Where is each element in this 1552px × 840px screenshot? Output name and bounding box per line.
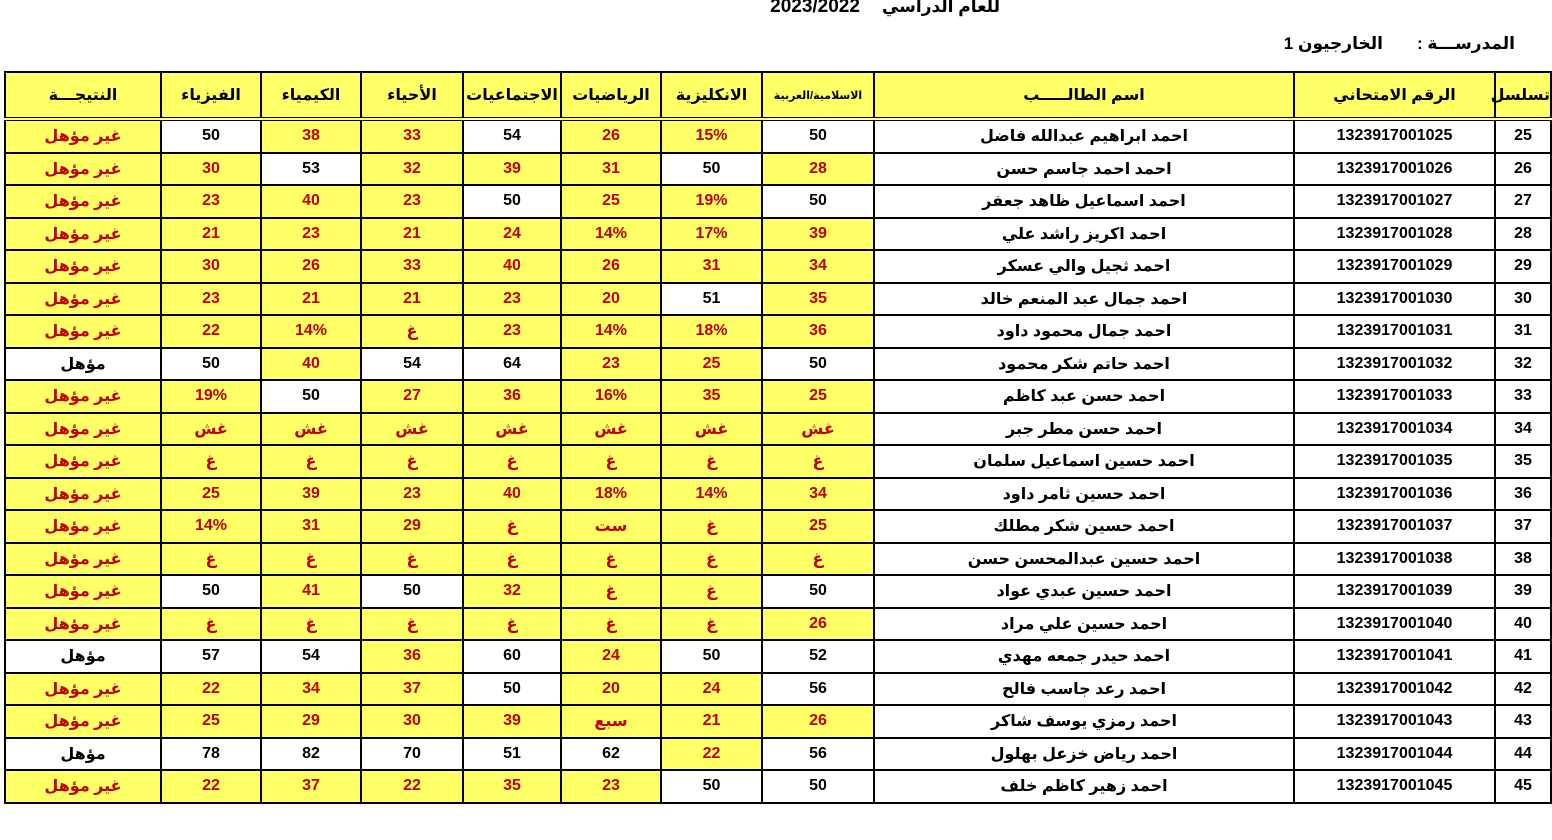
cell-social: 64 — [463, 348, 561, 381]
cell-seq: 32 — [1495, 348, 1551, 381]
table-row — [5, 315, 1551, 348]
cell-chemistry: 40 — [261, 185, 361, 218]
cell-exam: 1323917001044 — [1294, 738, 1495, 771]
table-row — [5, 413, 1551, 446]
table-row — [5, 185, 1551, 218]
cell-seq: 42 — [1495, 673, 1551, 706]
cell-islamic: غش — [762, 413, 874, 446]
table-row — [5, 543, 1551, 576]
cell-islamic: 25 — [762, 380, 874, 413]
cell-exam: 1323917001027 — [1294, 185, 1495, 218]
table-row — [5, 575, 1551, 608]
cell-physics: 19% — [161, 380, 261, 413]
table-row — [5, 348, 1551, 381]
cell-biology: 33 — [361, 119, 463, 153]
cell-name: احمد جمال محمود داود — [874, 315, 1294, 348]
cell-math: 20 — [561, 673, 661, 706]
cell-social: 60 — [463, 640, 561, 673]
cell-islamic: 56 — [762, 738, 874, 771]
cell-math: 23 — [561, 348, 661, 381]
cell-seq: 33 — [1495, 380, 1551, 413]
cell-english: 15% — [661, 119, 762, 153]
cell-exam: 1323917001025 — [1294, 119, 1495, 153]
cell-result: مؤهل — [5, 738, 161, 771]
cell-physics: 23 — [161, 283, 261, 316]
cell-name: احمد حسين اسماعيل سلمان — [874, 445, 1294, 478]
cell-english: 51 — [661, 283, 762, 316]
cell-islamic: 28 — [762, 153, 874, 186]
cell-math: 62 — [561, 738, 661, 771]
cell-english: 35 — [661, 380, 762, 413]
table-row — [5, 673, 1551, 706]
cell-result: غير مؤهل — [5, 218, 161, 251]
cell-biology: غش — [361, 413, 463, 446]
cell-result: غير مؤهل — [5, 608, 161, 641]
cell-name: احمد حاتم شكر محمود — [874, 348, 1294, 381]
cell-social: 24 — [463, 218, 561, 251]
cell-exam: 1323917001045 — [1294, 770, 1495, 803]
cell-physics: 50 — [161, 575, 261, 608]
cell-physics: 57 — [161, 640, 261, 673]
cell-physics: غ — [161, 543, 261, 576]
cell-name: احمد جمال عبد المنعم خالد — [874, 283, 1294, 316]
cell-islamic: غ — [762, 543, 874, 576]
cell-result: غير مؤهل — [5, 185, 161, 218]
table-body — [5, 119, 1551, 803]
cell-social: 23 — [463, 315, 561, 348]
cell-exam: 1323917001039 — [1294, 575, 1495, 608]
cell-result: غير مؤهل — [5, 445, 161, 478]
cell-math: ست — [561, 510, 661, 543]
cell-chemistry: 34 — [261, 673, 361, 706]
cell-result: غير مؤهل — [5, 543, 161, 576]
cell-name: احمد احمد جاسم حسن — [874, 153, 1294, 186]
th-biology: الأحياء — [361, 72, 463, 119]
cell-name: احمد حسين ثامر داود — [874, 478, 1294, 511]
cell-islamic: 36 — [762, 315, 874, 348]
cell-result: غير مؤهل — [5, 380, 161, 413]
cell-math: 18% — [561, 478, 661, 511]
cell-english: غ — [661, 445, 762, 478]
cell-physics: 50 — [161, 348, 261, 381]
cell-math: غش — [561, 413, 661, 446]
cell-exam: 1323917001029 — [1294, 250, 1495, 283]
cell-islamic: 34 — [762, 250, 874, 283]
cell-physics: غش — [161, 413, 261, 446]
table-row — [5, 608, 1551, 641]
cell-islamic: 34 — [762, 478, 874, 511]
cell-result: غير مؤهل — [5, 575, 161, 608]
cell-social: 32 — [463, 575, 561, 608]
cell-biology: 21 — [361, 218, 463, 251]
cell-result: غير مؤهل — [5, 673, 161, 706]
table-row — [5, 250, 1551, 283]
cell-english: غ — [661, 575, 762, 608]
cell-english: 50 — [661, 770, 762, 803]
th-social: الاجتماعيات — [463, 72, 561, 119]
cell-english: 50 — [661, 153, 762, 186]
cell-islamic: 50 — [762, 185, 874, 218]
cell-islamic: 26 — [762, 608, 874, 641]
cell-islamic: 25 — [762, 510, 874, 543]
table-row — [5, 283, 1551, 316]
cell-math: غ — [561, 575, 661, 608]
cell-math: 16% — [561, 380, 661, 413]
table-row — [5, 119, 1551, 153]
academic-year-label: للعام الدراسي — [881, 0, 1000, 16]
cell-physics: 78 — [161, 738, 261, 771]
cell-islamic: غ — [762, 445, 874, 478]
cell-biology: 32 — [361, 153, 463, 186]
cell-exam: 1323917001033 — [1294, 380, 1495, 413]
cell-name: احمد اكريز راشد علي — [874, 218, 1294, 251]
cell-name: احمد زهير كاظم خلف — [874, 770, 1294, 803]
cell-seq: 43 — [1495, 705, 1551, 738]
cell-social: 35 — [463, 770, 561, 803]
table-row — [5, 738, 1551, 771]
cell-seq: 27 — [1495, 185, 1551, 218]
th-english: الانكليزية — [661, 72, 762, 119]
table-row — [5, 770, 1551, 803]
cell-result: غير مؤهل — [5, 250, 161, 283]
cell-exam: 1323917001034 — [1294, 413, 1495, 446]
cell-math: 14% — [561, 315, 661, 348]
cell-social: 40 — [463, 250, 561, 283]
cell-islamic: 39 — [762, 218, 874, 251]
cell-chemistry: 14% — [261, 315, 361, 348]
table-row — [5, 478, 1551, 511]
cell-seq: 26 — [1495, 153, 1551, 186]
cell-exam: 1323917001032 — [1294, 348, 1495, 381]
cell-math: 26 — [561, 119, 661, 153]
cell-islamic: 50 — [762, 119, 874, 153]
cell-seq: 37 — [1495, 510, 1551, 543]
cell-biology: غ — [361, 445, 463, 478]
cell-islamic: 56 — [762, 673, 874, 706]
cell-chemistry: 31 — [261, 510, 361, 543]
cell-biology: غ — [361, 608, 463, 641]
school-line — [1284, 32, 1515, 56]
cell-islamic: 35 — [762, 283, 874, 316]
table-row — [5, 218, 1551, 251]
cell-name: احمد اسماعيل ظاهد جعفر — [874, 185, 1294, 218]
cell-chemistry: 82 — [261, 738, 361, 771]
cell-islamic: 50 — [762, 770, 874, 803]
th-seq: تسلسل — [1495, 72, 1551, 119]
cell-result: مؤهل — [5, 348, 161, 381]
cell-social: غ — [463, 445, 561, 478]
cell-seq: 40 — [1495, 608, 1551, 641]
cell-physics: 30 — [161, 153, 261, 186]
th-islamic-arabic: الاسلامية/العربية — [762, 72, 874, 119]
cell-seq: 36 — [1495, 478, 1551, 511]
th-math: الرياضيات — [561, 72, 661, 119]
th-physics: الفيزياء — [161, 72, 261, 119]
cell-math: غ — [561, 608, 661, 641]
cell-seq: 38 — [1495, 543, 1551, 576]
table-header-row — [5, 72, 1551, 119]
cell-physics: غ — [161, 608, 261, 641]
cell-english: 24 — [661, 673, 762, 706]
cell-name: احمد حسن عبد كاظم — [874, 380, 1294, 413]
school-label: المدرســـة : — [1416, 34, 1515, 53]
cell-chemistry: غ — [261, 445, 361, 478]
cell-seq: 35 — [1495, 445, 1551, 478]
cell-chemistry: غش — [261, 413, 361, 446]
cell-biology: 33 — [361, 250, 463, 283]
cell-seq: 30 — [1495, 283, 1551, 316]
cell-physics: 14% — [161, 510, 261, 543]
cell-chemistry: 39 — [261, 478, 361, 511]
cell-math: 31 — [561, 153, 661, 186]
cell-result: مؤهل — [5, 640, 161, 673]
cell-physics: 22 — [161, 770, 261, 803]
cell-result: غير مؤهل — [5, 413, 161, 446]
cell-seq: 44 — [1495, 738, 1551, 771]
cell-social: 51 — [463, 738, 561, 771]
cell-english: غ — [661, 543, 762, 576]
cell-seq: 39 — [1495, 575, 1551, 608]
cell-biology: 36 — [361, 640, 463, 673]
cell-exam: 1323917001042 — [1294, 673, 1495, 706]
cell-exam: 1323917001026 — [1294, 153, 1495, 186]
cell-math: 25 — [561, 185, 661, 218]
cell-english: 18% — [661, 315, 762, 348]
table-row — [5, 510, 1551, 543]
cell-name: احمد حسين شكر مطلك — [874, 510, 1294, 543]
cell-exam: 1323917001043 — [1294, 705, 1495, 738]
cell-english: 50 — [661, 640, 762, 673]
cell-social: غ — [463, 608, 561, 641]
th-result: النتيجـــة — [5, 72, 161, 119]
cell-exam: 1323917001028 — [1294, 218, 1495, 251]
cell-exam: 1323917001038 — [1294, 543, 1495, 576]
cell-math: 20 — [561, 283, 661, 316]
cell-biology: 23 — [361, 478, 463, 511]
cell-math: سبع — [561, 705, 661, 738]
cell-result: غير مؤهل — [5, 705, 161, 738]
cell-islamic: 50 — [762, 348, 874, 381]
cell-seq: 25 — [1495, 119, 1551, 153]
cell-social: 39 — [463, 705, 561, 738]
cell-biology: 70 — [361, 738, 463, 771]
cell-islamic: 50 — [762, 575, 874, 608]
cell-physics: 25 — [161, 705, 261, 738]
cell-english: 25 — [661, 348, 762, 381]
cell-name: احمد رياض خزعل بهلول — [874, 738, 1294, 771]
cell-chemistry: 37 — [261, 770, 361, 803]
cell-result: غير مؤهل — [5, 283, 161, 316]
cell-chemistry: 40 — [261, 348, 361, 381]
cell-biology: 29 — [361, 510, 463, 543]
cell-biology: غ — [361, 543, 463, 576]
cell-exam: 1323917001031 — [1294, 315, 1495, 348]
cell-seq: 45 — [1495, 770, 1551, 803]
cell-result: غير مؤهل — [5, 510, 161, 543]
cell-seq: 34 — [1495, 413, 1551, 446]
academic-year-value: 2023/2022 — [770, 0, 860, 17]
cell-physics: 23 — [161, 185, 261, 218]
cell-seq: 28 — [1495, 218, 1551, 251]
cell-islamic: 26 — [762, 705, 874, 738]
cell-english: غ — [661, 510, 762, 543]
cell-result: غير مؤهل — [5, 770, 161, 803]
cell-chemistry: 26 — [261, 250, 361, 283]
cell-name: احمد ثجيل والي عسكر — [874, 250, 1294, 283]
cell-english: 21 — [661, 705, 762, 738]
cell-exam: 1323917001035 — [1294, 445, 1495, 478]
cell-chemistry: 53 — [261, 153, 361, 186]
cell-math: غ — [561, 445, 661, 478]
cell-name: احمد حسين عبدي عواد — [874, 575, 1294, 608]
cell-biology: 54 — [361, 348, 463, 381]
cell-seq: 31 — [1495, 315, 1551, 348]
cell-math: غ — [561, 543, 661, 576]
cell-biology: 50 — [361, 575, 463, 608]
cell-social: 39 — [463, 153, 561, 186]
cell-biology: 30 — [361, 705, 463, 738]
cell-social: 36 — [463, 380, 561, 413]
cell-social: غش — [463, 413, 561, 446]
cell-name: احمد رمزي يوسف شاكر — [874, 705, 1294, 738]
cell-chemistry: 41 — [261, 575, 361, 608]
cell-name: احمد حسين عبدالمحسن حسن — [874, 543, 1294, 576]
cell-english: 31 — [661, 250, 762, 283]
cell-chemistry: 54 — [261, 640, 361, 673]
cell-exam: 1323917001037 — [1294, 510, 1495, 543]
cell-exam: 1323917001040 — [1294, 608, 1495, 641]
cell-english: 22 — [661, 738, 762, 771]
table-row — [5, 380, 1551, 413]
cell-name: احمد حسين علي مراد — [874, 608, 1294, 641]
cell-biology: 22 — [361, 770, 463, 803]
cell-result: غير مؤهل — [5, 478, 161, 511]
cell-exam: 1323917001036 — [1294, 478, 1495, 511]
th-chemistry: الكيمياء — [261, 72, 361, 119]
cell-social: 23 — [463, 283, 561, 316]
cell-social: غ — [463, 543, 561, 576]
cell-result: غير مؤهل — [5, 119, 161, 153]
cell-math: 24 — [561, 640, 661, 673]
cell-biology: 27 — [361, 380, 463, 413]
cell-social: غ — [463, 510, 561, 543]
cell-social: 54 — [463, 119, 561, 153]
cell-math: 26 — [561, 250, 661, 283]
table-row — [5, 153, 1551, 186]
cell-physics: 22 — [161, 315, 261, 348]
cell-social: 50 — [463, 673, 561, 706]
cell-exam: 1323917001030 — [1294, 283, 1495, 316]
cell-exam: 1323917001041 — [1294, 640, 1495, 673]
cell-math: 14% — [561, 218, 661, 251]
cell-chemistry: 23 — [261, 218, 361, 251]
cell-biology: 21 — [361, 283, 463, 316]
cell-english: غش — [661, 413, 762, 446]
cell-physics: 30 — [161, 250, 261, 283]
school-value: الخارجيون 1 — [1283, 34, 1383, 53]
cell-physics: 50 — [161, 119, 261, 153]
cell-name: احمد رعد جاسب فالح — [874, 673, 1294, 706]
cell-islamic: 52 — [762, 640, 874, 673]
cell-chemistry: 38 — [261, 119, 361, 153]
academic-year-line — [700, 0, 1000, 20]
cell-english: غ — [661, 608, 762, 641]
grades-table — [4, 71, 1552, 804]
cell-english: 14% — [661, 478, 762, 511]
cell-name: احمد حسن مطر جبر — [874, 413, 1294, 446]
cell-biology: غ — [361, 315, 463, 348]
cell-name: احمد ابراهيم عبدالله فاضل — [874, 119, 1294, 153]
cell-social: 40 — [463, 478, 561, 511]
cell-english: 17% — [661, 218, 762, 251]
cell-social: 50 — [463, 185, 561, 218]
cell-physics: 21 — [161, 218, 261, 251]
cell-biology: 23 — [361, 185, 463, 218]
cell-english: 19% — [661, 185, 762, 218]
cell-seq: 29 — [1495, 250, 1551, 283]
cell-physics: 25 — [161, 478, 261, 511]
cell-seq: 41 — [1495, 640, 1551, 673]
cell-chemistry: 21 — [261, 283, 361, 316]
cell-physics: 22 — [161, 673, 261, 706]
cell-chemistry: 29 — [261, 705, 361, 738]
cell-chemistry: 50 — [261, 380, 361, 413]
cell-name: احمد حيدر جمعه مهدي — [874, 640, 1294, 673]
cell-chemistry: غ — [261, 543, 361, 576]
table-row — [5, 445, 1551, 478]
cell-result: غير مؤهل — [5, 315, 161, 348]
cell-math: 23 — [561, 770, 661, 803]
table-row — [5, 705, 1551, 738]
th-student-name: اسم الطالـــــب — [874, 72, 1294, 119]
th-exam-number: الرقم الامتحاني — [1294, 72, 1495, 119]
cell-chemistry: غ — [261, 608, 361, 641]
cell-result: غير مؤهل — [5, 153, 161, 186]
table-row — [5, 640, 1551, 673]
cell-physics: غ — [161, 445, 261, 478]
cell-biology: 37 — [361, 673, 463, 706]
